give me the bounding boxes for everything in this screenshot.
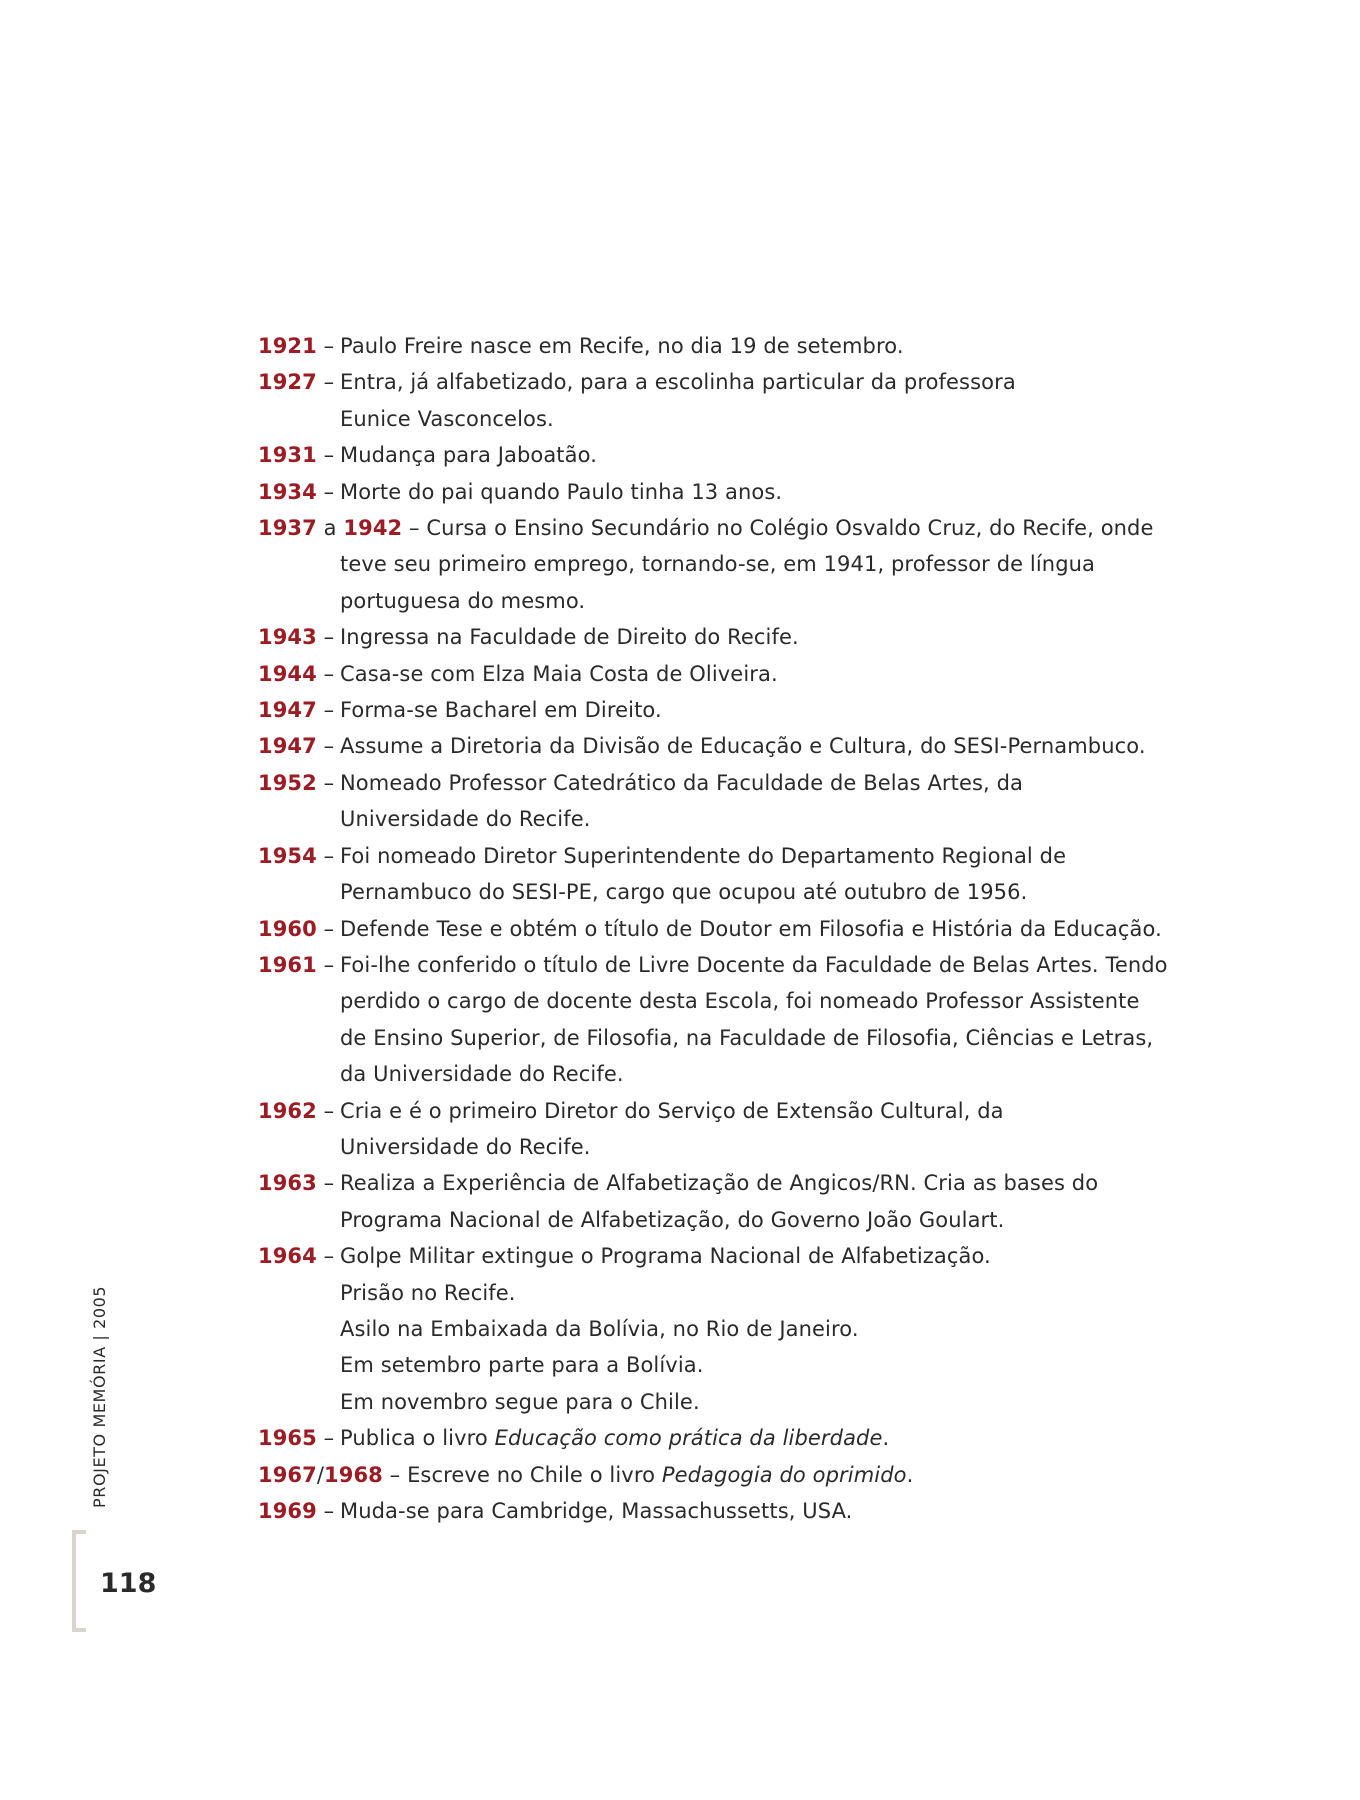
chronology-entry-1947-b: 1947 – Assume a Diretoria da Divisão de Educação e Cultura, do SESI-Pernambuco. bbox=[258, 728, 1258, 764]
entry-year: 1963 bbox=[258, 1171, 317, 1196]
entry-text: Prisão no Recife. bbox=[340, 1280, 516, 1305]
entry-year: 1931 bbox=[258, 443, 317, 468]
entry-text: Foi-lhe conferido o título de Livre Docente da Faculdade de Belas Artes. Tendo bbox=[340, 952, 1168, 977]
chronology-entry-1962: 1962 – Cria e é o primeiro Diretor do Serviço de Extensão Cultural, da Universidade do Recife. bbox=[258, 1093, 1258, 1166]
entry-text: Universidade do Recife. bbox=[340, 1134, 591, 1159]
entry-text: Morte do pai quando Paulo tinha 13 anos. bbox=[340, 479, 783, 504]
chronology-entry-1963: 1963 – Realiza a Experiência de Alfabetização de Angicos/RN. Cria as bases do Programa Nacional de Alfabetização, do Governo João Goulart. bbox=[258, 1165, 1258, 1238]
entry-text: Realiza a Experiência de Alfabetização de Angicos/RN. Cria as bases do bbox=[340, 1171, 1099, 1196]
entry-text: portuguesa do mesmo. bbox=[340, 588, 586, 613]
entry-text: de Ensino Superior, de Filosofia, na Faculdade de Filosofia, Ciências e Letras, bbox=[340, 1025, 1154, 1050]
chronology-entry-1927: 1927 – Entra, já alfabetizado, para a escolinha particular da professora Eunice Vasconcelos. bbox=[258, 364, 1258, 437]
chronology-entry-1937-1942: 1937 a 1942 – Cursa o Ensino Secundário no Colégio Osvaldo Cruz, do Recife, onde teve seu primeiro emprego, tornando-se, em 1941, professor de língua portuguesa do mesmo. bbox=[258, 510, 1258, 619]
entry-year-end: 1968 bbox=[324, 1462, 383, 1487]
entry-text: Cursa o Ensino Secundário no Colégio Osvaldo Cruz, do Recife, onde bbox=[426, 516, 1154, 541]
entry-year: 1947 bbox=[258, 734, 317, 759]
entry-text: Defende Tese e obtém o título de Doutor em Filosofia e História da Educação. bbox=[340, 916, 1162, 941]
entry-year: 1934 bbox=[258, 479, 317, 504]
entry-text: Cria e é o primeiro Diretor do Serviço de Extensão Cultural, da bbox=[340, 1098, 1004, 1123]
entry-text: Programa Nacional de Alfabetização, do Governo João Goulart. bbox=[340, 1207, 1005, 1232]
entry-text: Asilo na Embaixada da Bolívia, no Rio de Janeiro. bbox=[340, 1316, 859, 1341]
entry-year: 1921 bbox=[258, 334, 317, 358]
chronology-entry-1969: 1969 – Muda-se para Cambridge, Massachussetts, USA. bbox=[258, 1493, 1258, 1529]
entry-year: 1965 bbox=[258, 1426, 317, 1451]
book-title: Pedagogia do oprimido bbox=[661, 1462, 907, 1487]
entry-year: 1960 bbox=[258, 916, 317, 941]
entry-text: Golpe Militar extingue o Programa Nacional de Alfabetização. bbox=[340, 1244, 991, 1269]
entry-text: Eunice Vasconcelos. bbox=[340, 406, 554, 431]
entry-text: da Universidade do Recife. bbox=[340, 1062, 624, 1087]
entry-text: Ingressa na Faculdade de Direito do Recife. bbox=[340, 625, 799, 650]
chronology-entry-1944: 1944 – Casa-se com Elza Maia Costa de Oliveira. bbox=[258, 656, 1258, 692]
chronology-entry-1965: 1965 – Publica o livro Educação como prática da liberdade. bbox=[258, 1420, 1258, 1456]
entry-year: 1964 bbox=[258, 1244, 317, 1269]
page-number-bracket bbox=[72, 1530, 86, 1632]
entry-year: 1962 bbox=[258, 1098, 317, 1123]
entry-text: Publica o livro Educação como prática da liberdade. bbox=[340, 1426, 890, 1451]
entry-text: teve seu primeiro emprego, tornando-se, em 1941, professor de língua bbox=[340, 552, 1096, 577]
entry-year-end: 1942 bbox=[343, 516, 403, 541]
entry-text: Mudança para Jaboatão. bbox=[340, 443, 597, 468]
entry-year: 1954 bbox=[258, 843, 317, 868]
entry-text: Escreve no Chile o livro bbox=[407, 1462, 662, 1487]
entry-year: 1943 bbox=[258, 625, 317, 650]
chronology-entry-1967-1968: 1967/1968 – Escreve no Chile o livro Pedagogia do oprimido. bbox=[258, 1462, 914, 1487]
entry-text: Universidade do Recife. bbox=[340, 807, 591, 832]
chronology-entry-1952: 1952 – Nomeado Professor Catedrático da Faculdade de Belas Artes, da Universidade do Recife. bbox=[258, 765, 1258, 838]
entry-text: Entra, já alfabetizado, para a escolinha particular da professora bbox=[340, 370, 1016, 395]
entry-year: 1952 bbox=[258, 770, 317, 795]
entry-text: Muda-se para Cambridge, Massachussetts, USA. bbox=[340, 1499, 853, 1523]
entry-text: Casa-se com Elza Maia Costa de Oliveira. bbox=[340, 661, 778, 686]
page-number: 118 bbox=[100, 1568, 157, 1599]
running-footer-label: PROJETO MEMÓRIA | 2005 bbox=[90, 1285, 109, 1508]
entry-year: 1944 bbox=[258, 661, 317, 686]
entry-text: Em setembro parte para a Bolívia. bbox=[340, 1353, 704, 1378]
chronology-list bbox=[258, 328, 1258, 1529]
entry-year: 1969 bbox=[258, 1499, 317, 1523]
entry-text: Foi nomeado Diretor Superintendente do Departamento Regional de bbox=[340, 843, 1067, 868]
entry-text: Pernambuco do SESI-PE, cargo que ocupou até outubro de 1956. bbox=[340, 880, 1028, 905]
book-title: Educação como prática da liberdade bbox=[494, 1426, 883, 1451]
entry-text: Assume a Diretoria da Divisão de Educação e Cultura, do SESI-Pernambuco. bbox=[340, 734, 1146, 759]
entry-text: Forma-se Bacharel em Direito. bbox=[340, 698, 662, 723]
entry-year: 1937 bbox=[258, 516, 317, 541]
chronology-entry-1931: 1931 – Mudança para Jaboatão. bbox=[258, 437, 1258, 473]
entry-year: 1947 bbox=[258, 698, 317, 723]
entry-year: 1961 bbox=[258, 952, 317, 977]
entry-text: perdido o cargo de docente desta Escola, foi nomeado Professor Assistente bbox=[340, 989, 1140, 1014]
entry-text: Em novembro segue para o Chile. bbox=[340, 1389, 700, 1414]
chronology-entry-1961: 1961 – Foi-lhe conferido o título de Livre Docente da Faculdade de Belas Artes. Tendo perdido o cargo de docente desta Escola, foi nomeado Professor Assistente de Ensino Superior, de Filosofia, na Faculdade de Filosofia, Ciências e Letras, da Universidade do Recife. bbox=[258, 947, 1258, 1093]
chronology-entry-1954: 1954 – Foi nomeado Diretor Superintendente do Departamento Regional de Pernambuco do SESI-PE, cargo que ocupou até outubro de 1956. bbox=[258, 838, 1258, 911]
chronology-entry-1921: 1921 – Paulo Freire nasce em Recife, no dia 19 de setembro. bbox=[258, 328, 1258, 364]
entry-text: Paulo Freire nasce em Recife, no dia 19 de setembro. bbox=[340, 334, 904, 358]
chronology-entry-1947: 1947 – Forma-se Bacharel em Direito. bbox=[258, 692, 1258, 728]
chronology-entry-1964: 1964 – Golpe Militar extingue o Programa Nacional de Alfabetização. Prisão no Recife. Asilo na Embaixada da Bolívia, no Rio de Janeiro. Em setembro parte para a Bolívia. Em novembro segue para o Chile. bbox=[258, 1238, 1258, 1420]
chronology-entry-1934: 1934 – Morte do pai quando Paulo tinha 13 anos. bbox=[258, 474, 1258, 510]
entry-text: Nomeado Professor Catedrático da Faculdade de Belas Artes, da bbox=[340, 770, 1024, 795]
chronology-entry-1960: 1960 – Defende Tese e obtém o título de Doutor em Filosofia e História da Educação. bbox=[258, 911, 1258, 947]
chronology-entry-1943: 1943 – Ingressa na Faculdade de Direito do Recife. bbox=[258, 619, 1258, 655]
entry-year: 1927 bbox=[258, 370, 317, 395]
entry-year: 1967 bbox=[258, 1462, 317, 1487]
